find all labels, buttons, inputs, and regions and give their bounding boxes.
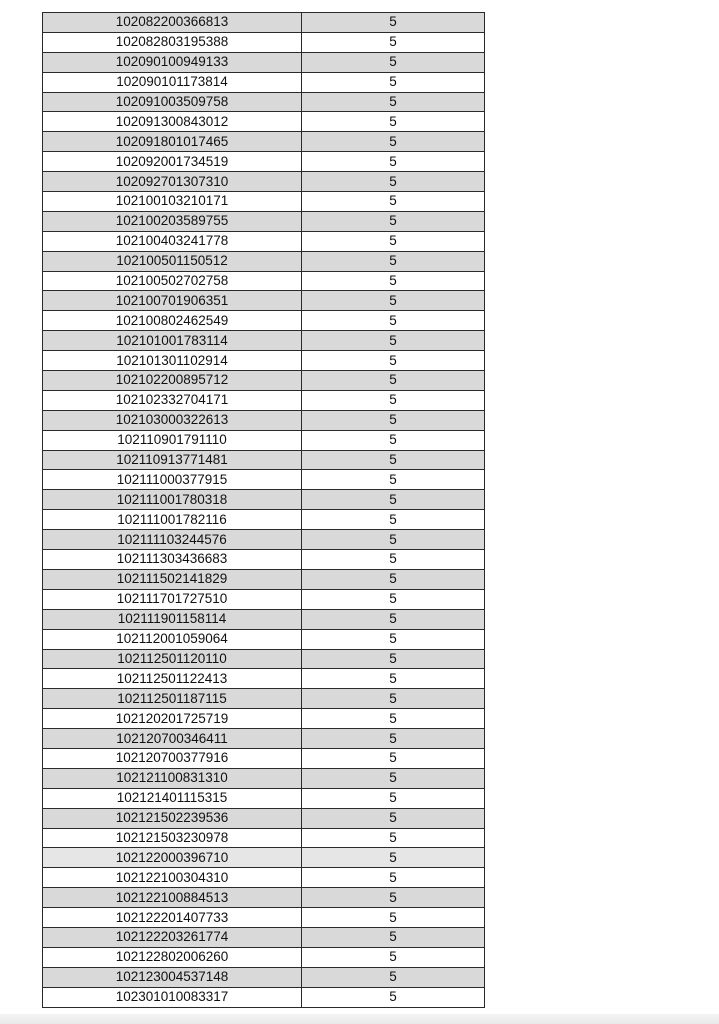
row-value-cell: 5: [302, 689, 485, 709]
row-id-cell: 102122100304310: [43, 868, 302, 888]
row-value-cell: 5: [302, 52, 485, 72]
row-id-cell: 102100203589755: [43, 211, 302, 231]
row-value-cell: 5: [302, 768, 485, 788]
row-id-cell: 102092701307310: [43, 172, 302, 192]
row-id-cell: 102102200895712: [43, 371, 302, 391]
row-value-cell: 5: [302, 828, 485, 848]
table-row: [43, 410, 485, 430]
row-value-cell: 5: [302, 729, 485, 749]
row-value-cell: 5: [302, 132, 485, 152]
table-row: [43, 729, 485, 749]
table-row: [43, 371, 485, 391]
table-row: [43, 828, 485, 848]
row-id-cell: 102082803195388: [43, 32, 302, 52]
row-id-cell: 102121502239536: [43, 808, 302, 828]
row-value-cell: 5: [302, 908, 485, 928]
row-value-cell: 5: [302, 92, 485, 112]
row-value-cell: 5: [302, 888, 485, 908]
row-value-cell: 5: [302, 589, 485, 609]
table-row: [43, 748, 485, 768]
row-id-cell: 102122100884513: [43, 888, 302, 908]
table-row: [43, 589, 485, 609]
row-id-cell: 102082200366813: [43, 13, 302, 33]
row-id-cell: 102111701727510: [43, 589, 302, 609]
table-row: [43, 430, 485, 450]
table-row: [43, 271, 485, 291]
table-row: [43, 470, 485, 490]
row-value-cell: 5: [302, 430, 485, 450]
row-value-cell: 5: [302, 649, 485, 669]
row-id-cell: 102090100949133: [43, 52, 302, 72]
row-id-cell: 102121503230978: [43, 828, 302, 848]
row-id-cell: 102301010083317: [43, 987, 302, 1007]
table-row: [43, 450, 485, 470]
row-id-cell: 102112001059064: [43, 629, 302, 649]
row-id-cell: 102111502141829: [43, 569, 302, 589]
table-row: [43, 768, 485, 788]
row-value-cell: 5: [302, 788, 485, 808]
row-id-cell: 102123004537148: [43, 967, 302, 987]
row-id-cell: 102110913771481: [43, 450, 302, 470]
table-row: [43, 709, 485, 729]
table-row: [43, 808, 485, 828]
row-id-cell: 102100501150512: [43, 251, 302, 271]
table-row: [43, 231, 485, 251]
row-value-cell: 5: [302, 470, 485, 490]
row-value-cell: 5: [302, 152, 485, 172]
row-value-cell: 5: [302, 390, 485, 410]
row-id-cell: 102122203261774: [43, 927, 302, 947]
table-row: [43, 947, 485, 967]
table-row: [43, 788, 485, 808]
row-value-cell: 5: [302, 530, 485, 550]
row-value-cell: 5: [302, 967, 485, 987]
row-value-cell: 5: [302, 13, 485, 33]
row-value-cell: 5: [302, 291, 485, 311]
table-row: [43, 112, 485, 132]
row-value-cell: 5: [302, 351, 485, 371]
table-row: [43, 967, 485, 987]
table-row: [43, 13, 485, 33]
page-bottom-edge: [0, 1014, 719, 1024]
table-row: [43, 32, 485, 52]
table-row: [43, 550, 485, 570]
row-id-cell: 102122201407733: [43, 908, 302, 928]
row-value-cell: 5: [302, 510, 485, 530]
table-body: [43, 13, 485, 1008]
row-value-cell: 5: [302, 748, 485, 768]
row-id-cell: 102091300843012: [43, 112, 302, 132]
row-id-cell: 102120201725719: [43, 709, 302, 729]
table-row: [43, 669, 485, 689]
row-value-cell: 5: [302, 709, 485, 729]
row-id-cell: 102121100831310: [43, 768, 302, 788]
row-value-cell: 5: [302, 311, 485, 331]
table-row: [43, 888, 485, 908]
row-value-cell: 5: [302, 331, 485, 351]
row-id-cell: 102101001783114: [43, 331, 302, 351]
row-value-cell: 5: [302, 251, 485, 271]
row-value-cell: 5: [302, 609, 485, 629]
table-row: [43, 251, 485, 271]
row-value-cell: 5: [302, 410, 485, 430]
row-value-cell: 5: [302, 112, 485, 132]
table-row: [43, 172, 485, 192]
row-id-cell: 102120700377916: [43, 748, 302, 768]
row-id-cell: 102120700346411: [43, 729, 302, 749]
row-id-cell: 102100802462549: [43, 311, 302, 331]
row-value-cell: 5: [302, 172, 485, 192]
table-row: [43, 72, 485, 92]
row-value-cell: 5: [302, 947, 485, 967]
table-row: [43, 510, 485, 530]
row-value-cell: 5: [302, 808, 485, 828]
row-value-cell: 5: [302, 231, 485, 251]
row-value-cell: 5: [302, 629, 485, 649]
row-value-cell: 5: [302, 927, 485, 947]
table-row: [43, 152, 485, 172]
row-id-cell: 102112501122413: [43, 669, 302, 689]
row-value-cell: 5: [302, 669, 485, 689]
table-row: [43, 351, 485, 371]
row-value-cell: 5: [302, 450, 485, 470]
row-value-cell: 5: [302, 271, 485, 291]
table-row: [43, 868, 485, 888]
table-row: [43, 92, 485, 112]
row-id-cell: 102121401115315: [43, 788, 302, 808]
data-table: [42, 12, 485, 1008]
row-id-cell: 102122000396710: [43, 848, 302, 868]
table-row: [43, 490, 485, 510]
row-id-cell: 102091003509758: [43, 92, 302, 112]
row-id-cell: 102112501120110: [43, 649, 302, 669]
table-row: [43, 569, 485, 589]
table-row: [43, 211, 485, 231]
table-row: [43, 331, 485, 351]
table-row: [43, 927, 485, 947]
table-row: [43, 52, 485, 72]
row-value-cell: 5: [302, 490, 485, 510]
row-id-cell: 102111000377915: [43, 470, 302, 490]
row-id-cell: 102101301102914: [43, 351, 302, 371]
row-value-cell: 5: [302, 987, 485, 1007]
row-id-cell: 102100103210171: [43, 192, 302, 212]
row-id-cell: 102092001734519: [43, 152, 302, 172]
row-value-cell: 5: [302, 371, 485, 391]
table-row: [43, 609, 485, 629]
row-id-cell: 102100502702758: [43, 271, 302, 291]
row-id-cell: 102102332704171: [43, 390, 302, 410]
row-id-cell: 102111303436683: [43, 550, 302, 570]
row-value-cell: 5: [302, 868, 485, 888]
row-id-cell: 102111001782116: [43, 510, 302, 530]
table-row: [43, 908, 485, 928]
row-value-cell: 5: [302, 72, 485, 92]
table-row: [43, 987, 485, 1007]
row-id-cell: 102111901158114: [43, 609, 302, 629]
table-row: [43, 132, 485, 152]
row-id-cell: 102103000322613: [43, 410, 302, 430]
table-row: [43, 649, 485, 669]
row-id-cell: 102090101173814: [43, 72, 302, 92]
row-value-cell: 5: [302, 550, 485, 570]
table-row: [43, 291, 485, 311]
row-id-cell: 102111103244576: [43, 530, 302, 550]
table-row: [43, 689, 485, 709]
row-value-cell: 5: [302, 192, 485, 212]
table-row: [43, 530, 485, 550]
row-id-cell: 102112501187115: [43, 689, 302, 709]
row-value-cell: 5: [302, 848, 485, 868]
table-row: [43, 390, 485, 410]
table-row: [43, 192, 485, 212]
row-id-cell: 102100701906351: [43, 291, 302, 311]
row-id-cell: 102091801017465: [43, 132, 302, 152]
table-row: [43, 311, 485, 331]
row-value-cell: 5: [302, 32, 485, 52]
row-id-cell: 102110901791110: [43, 430, 302, 450]
row-value-cell: 5: [302, 211, 485, 231]
row-value-cell: 5: [302, 569, 485, 589]
row-id-cell: 102122802006260: [43, 947, 302, 967]
table-row: [43, 629, 485, 649]
row-id-cell: 102111001780318: [43, 490, 302, 510]
row-id-cell: 102100403241778: [43, 231, 302, 251]
table-row: [43, 848, 485, 868]
